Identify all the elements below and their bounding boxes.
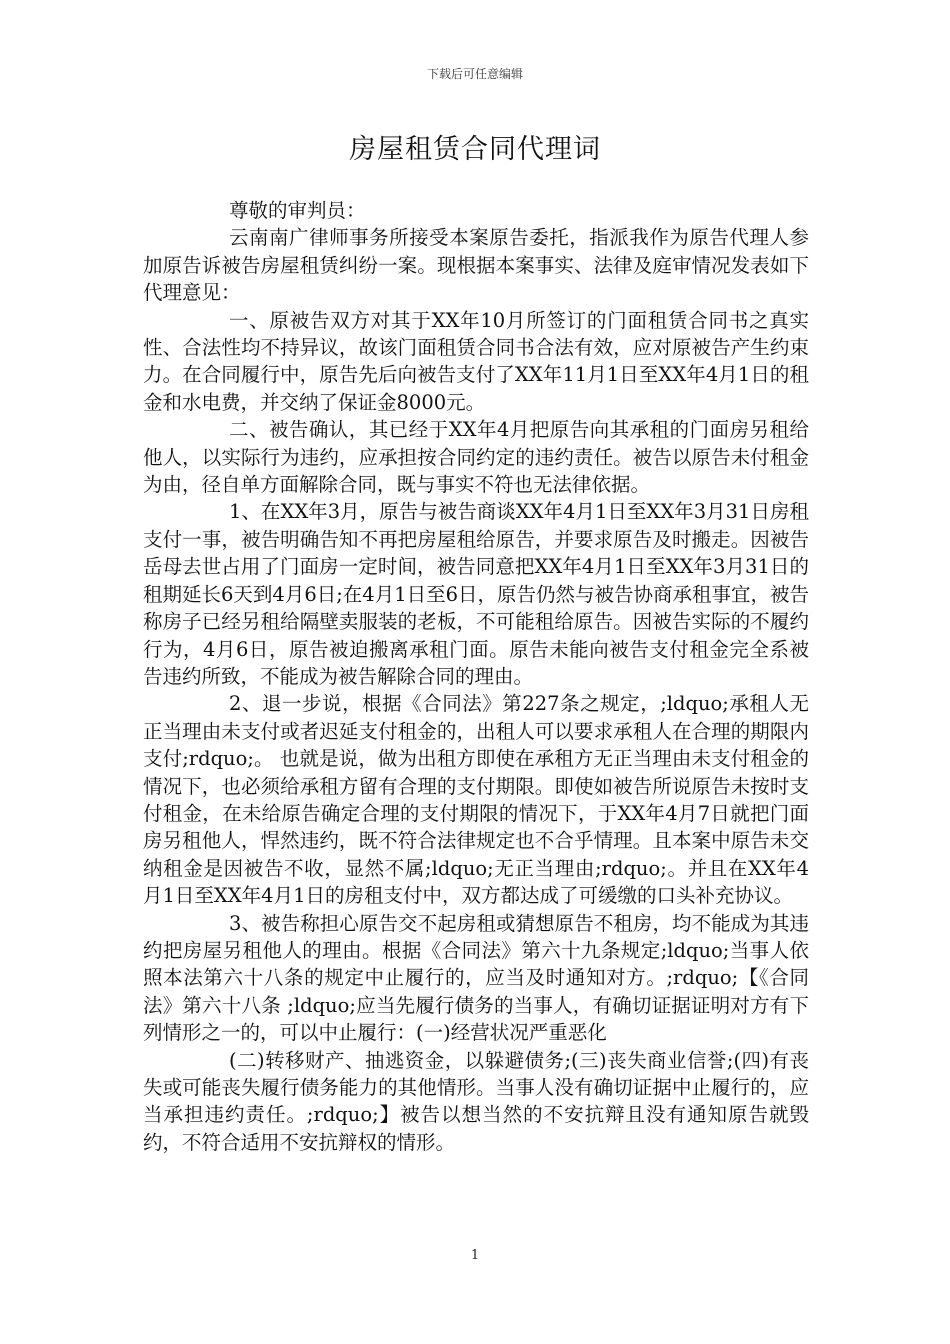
point-two-paragraph: 2、退一步说，根据《合同法》第227条之规定，;ldquo;承租人无正当理由未支付或者迟延支付租金的，出租人可以要求承租人在合理的期限内支付;rdquo;。 也就是说，做为出租方即使在承租方无正当理由未支付租金的情况下，也必须给承租方留有合理的支付期限。即使如被告所说原告未按时支付租金，在未给原告确定合理的支付期限的情况下，于XX年4月7日就把门面房另租他人，悍然违约，既不符合法律规定也不合乎情理。且本案中原告未交纳租金是因被告不收，显然不属;ldquo;无正当理由;rdquo;。并且在XX年4月1日至XX年4月1日的房租支付中，双方都达成了可缓缴的口头补充协议。 [143, 692, 809, 908]
header-note: 下载后可任意编辑 [426, 67, 523, 81]
intro-paragraph: 云南南广律师事务所接受本案原告委托，指派我作为原告代理人参加原告诉被告房屋租赁纠纷一案。现根据本案事实、法律及庭审情况发表如下代理意见： [143, 226, 809, 305]
opinion-one-paragraph: 一、原被告双方对其于XX年10月所签订的门面租赁合同书之真实性、合法性均不持异议，故该门面租赁合同书合法有效，应对原被告产生约束力。在合同履行中，原告先后向被告支付了XX年11月1日至XX年4月1日的租金和水电费，并交纳了保证金8000元。 [143, 308, 809, 414]
point-three-continued-paragraph: (二)转移财产、抽逃资金，以躲避债务;(三)丧失商业信誉;(四)有丧失或可能丧失履行债务能力的其他情形。当事人没有确切证据中止履行的，应当承担违约责任。;rdquo;】被告以想当然的不安抗辩且没有通知原告就毁约，不符合适用不安抗辩权的情形。 [143, 1048, 809, 1154]
document-body [143, 197, 809, 1156]
salutation-paragraph: 尊敬的审判员： [229, 199, 366, 222]
document-title: 房屋租赁合同代理词 [349, 134, 601, 165]
point-three-paragraph: 3、被告称担心原告交不起房租或猜想原告不租房，均不能成为其违约把房屋另租他人的理由。根据《合同法》第六十九条规定;ldquo;当事人依照本法第六十八条的规定中止履行的，应当及时通知对方。;rdquo;【《合同法》第六十八条 ;ldquo;应当先履行债务的当事人，有确切证据证明对方有下列情形之一的，可以中止履行：(一)经营状况严重恶化 [143, 911, 809, 1045]
opinion-two-paragraph: 二、被告确认，其已经于XX年4月把原告向其承租的门面房另租给他人，以实际行为违约，应承担按合同约定的违约责任。被告以原告未付租金为由，径自单方面解除合同，既与事实不符也无法律依据。 [143, 418, 809, 497]
point-one-paragraph: 1、在XX年3月，原告与被告商谈XX年4月1日至XX年3月31日房租支付一事，被告明确告知不再把房屋租给原告，并要求原告及时搬走。因被告岳母去世占用了门面房一定时间，被告同意把XX年4月1日至XX年3月31日的租期延长6天到4月6日;在4月1日至6日，原告仍然与被告协商承租事宜，被告称房子已经另租给隔壁卖服装的老板，不可能租给原告。因被告实际的不履约行为，4月6日，原告被迫搬离承租门面。原告未能向被告支付租金完全系被告违约所致，不能成为被告解除合同的理由。 [143, 500, 810, 688]
page-number: 1 [470, 1248, 480, 1263]
